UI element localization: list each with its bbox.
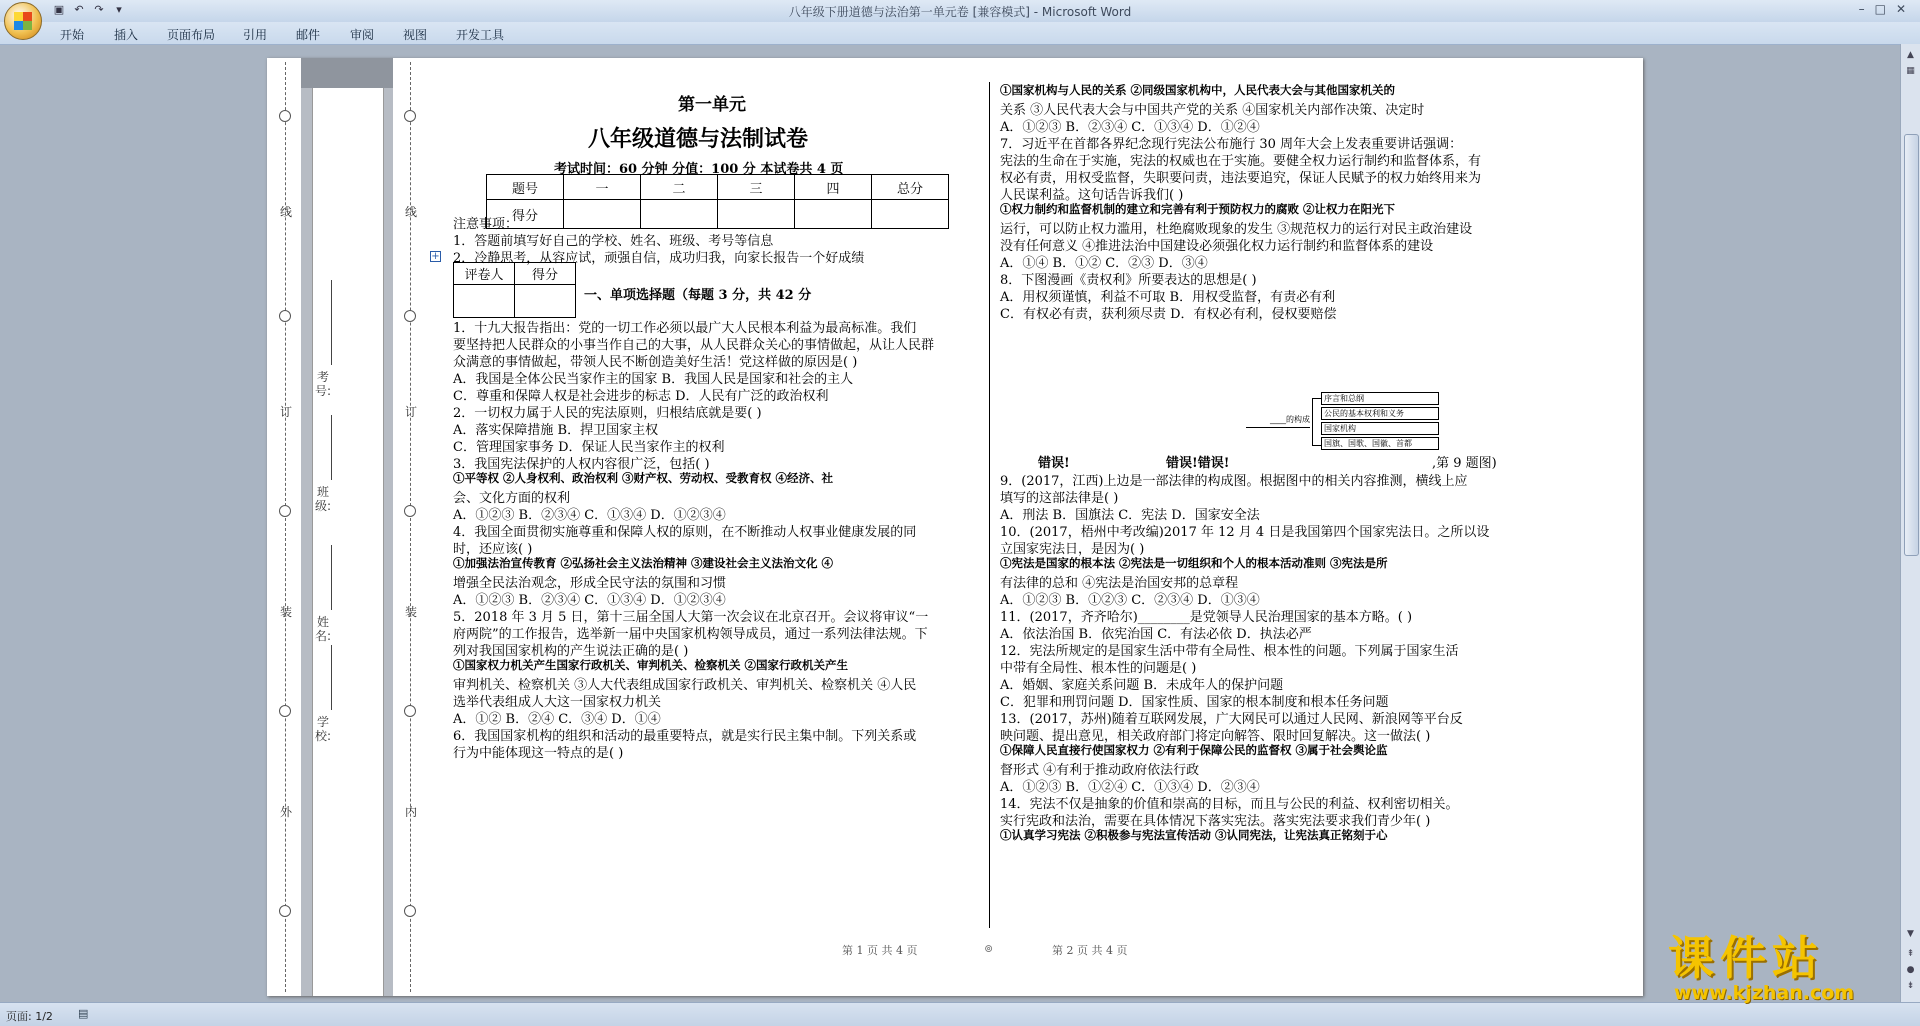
tab-review[interactable]: 审阅 — [350, 28, 375, 42]
question-line: 运行，可以防止权力滥用，杜绝腐败现象的发生 ③规范权力的运行对民主政治建设 — [1000, 222, 1473, 237]
exam-meta: 考试时间：60 分钟 分值：100 分 本试卷共 4 页 — [554, 162, 844, 177]
field-class-line[interactable] — [331, 415, 332, 480]
question-line: 13．(2017，苏州)随着互联网发展，广大网民可以通过人民网、新浪网等平台反 — [1000, 712, 1463, 727]
question-line: A．①②③ B．②③④ C．①③④ D．①②④ — [1000, 120, 1260, 135]
diagram-item: 国旗、国歌、国徽、首都 — [1321, 437, 1439, 450]
question-line: A．落实保障措施 B．捍卫国家主权 — [453, 423, 659, 438]
proofing-icon[interactable]: ▤ — [78, 1007, 89, 1020]
question-line: C．尊重和保障人权是社会进步的标志 D．人民有广泛的政治权利 — [453, 389, 829, 404]
field-school-line[interactable] — [331, 645, 332, 710]
error-ref-1: 错误! — [1038, 456, 1070, 471]
question-line: 会、文化方面的权利 — [453, 491, 571, 506]
question-line: 中带有全局性、根本性的问题是( ) — [1000, 661, 1197, 676]
question-line: 人民谋利益。这句话告诉我们( ) — [1000, 188, 1184, 203]
tab-developer[interactable]: 开发工具 — [456, 28, 505, 42]
binding-hole — [404, 310, 416, 322]
tab-mailings[interactable]: 邮件 — [296, 28, 321, 42]
question-line: A．刑法 B．国旗法 C．宪法 D．国家安全法 — [1000, 508, 1260, 523]
binding-hole — [279, 705, 291, 717]
question-line: 没有任何意义 ④推进法治中国建设必须强化权力运行制约和监督体系的建设 — [1000, 239, 1434, 254]
table-move-handle-icon[interactable]: + — [431, 251, 440, 262]
site-watermark — [1668, 922, 1898, 1004]
question-line: 时，还应该( ) — [453, 542, 533, 557]
question-line: ①认真学习宪法 ②积极参与宪法宣传活动 ③认同宪法，让宪法真正铭刻于心 — [1000, 828, 1388, 842]
scroll-down-icon[interactable]: ▼ — [1907, 929, 1914, 939]
question-line: 府两院”的工作报告，选举新一届中央国家机构领导成员，通过一系列法律法规。下 — [453, 627, 928, 642]
question-line: 1．十九大报告指出：党的一切工作必须以最广大人民根本利益为最高标准。我们 — [453, 321, 917, 336]
question-line: 实行宪政和法治，需要在具体情况下落实宪法。落实宪法要求我们青少年( ) — [1000, 814, 1431, 829]
score-row-label: 得分 — [487, 200, 564, 229]
question-line: 10．(2017，梧州中考改编)2017 年 12 月 4 日是我国第四个国家宪法日。之所以设 — [1000, 525, 1490, 540]
score-header-cell: 二 — [641, 175, 718, 200]
question-line: 14．宪法不仅是抽象的价值和崇高的目标，而且与公民的利益、权利密切相关。 — [1000, 797, 1459, 812]
binding-hole — [404, 110, 416, 122]
question-line: C．犯罪和刑罚问题 D．国家性质、国家的根本制度和根本任务问题 — [1000, 695, 1389, 710]
binding-hole — [279, 905, 291, 917]
binding-hole — [279, 310, 291, 322]
field-number-line[interactable] — [331, 280, 332, 365]
question-line: A．①②③ B．①②③ C．②③④ D．①③④ — [1000, 593, 1260, 608]
scroll-up-icon[interactable]: ▲ — [1907, 50, 1914, 60]
question-line: A．婚姻、家庭关系问题 B．未成年人的保护问题 — [1000, 678, 1284, 693]
save-icon[interactable]: ▣ — [53, 3, 65, 16]
question-line: 督形式 ④有利于推动政府依法行政 — [1000, 763, 1200, 778]
field-name-line[interactable] — [331, 545, 332, 610]
diagram-item: 国家机构 — [1321, 422, 1439, 435]
status-bar — [0, 1002, 1920, 1026]
binding-hole — [404, 905, 416, 917]
tab-insert[interactable]: 插入 — [114, 28, 139, 42]
gutter-fields — [312, 88, 384, 996]
score-cell[interactable] — [718, 200, 795, 229]
question-line: ①平等权 ②人身权利、政治权利 ③财产权、劳动权、受教育权 ④经济、社 — [453, 471, 834, 485]
gutter-inner-label: 内 — [404, 805, 417, 819]
column-separator — [989, 82, 990, 928]
title-bar — [0, 0, 1920, 22]
diagram-item: 公民的基本权利和义务 — [1321, 407, 1439, 420]
question-line: 增强全民法治观念，形成全民守法的氛围和习惯 — [453, 576, 727, 591]
question-line: 关系 ③人民代表大会与中国共产党的关系 ④国家机关内部作决策、决定时 — [1000, 103, 1425, 118]
field-class-label: 班级: — [315, 485, 332, 513]
notes-title: 注意事项： — [453, 217, 519, 232]
question-line: 立国家宪法日，是因为( ) — [1000, 542, 1145, 557]
question-line: A．用权须谨慎，利益不可取 B．用权受监督，有责必有利 — [1000, 290, 1336, 305]
score-header-cell: 题号 — [487, 175, 564, 200]
field-school-label: 学校: — [315, 715, 332, 743]
question-line: A．我国是全体公民当家作主的国家 B．我国人民是国家和社会的主人 — [453, 372, 854, 387]
page-content — [428, 60, 1640, 996]
exam-title: 八年级道德与法制试卷 — [588, 126, 809, 152]
office-button[interactable] — [4, 2, 42, 40]
window-title: 八年级下册道德与法治第一单元卷 [兼容模式] - Microsoft Word — [788, 5, 1132, 19]
law-structure-diagram — [1246, 392, 1446, 468]
grader-header: 评卷人 — [454, 263, 515, 285]
figure-caption-tail: ,第 9 题图) — [1432, 456, 1497, 471]
question-line: 9．(2017，江西)上边是一部法律的构成图。根据图中的相关内容推测，横线上应 — [1000, 474, 1468, 489]
question-line: 要坚持把人民群众的小事当作自己的大事，从人民群众关心的事情做起，从让人民群 — [453, 338, 935, 353]
gutter-label-outer: 外 — [279, 805, 292, 819]
question-line: 有法律的总和 ④宪法是治国安邦的总章程 — [1000, 576, 1239, 591]
footer-page-left: 第 1 页 共 4 页 — [842, 944, 918, 957]
score-cell[interactable] — [515, 285, 576, 318]
score-cell[interactable] — [641, 200, 718, 229]
redo-icon[interactable]: ↷ — [94, 3, 104, 16]
score-cell[interactable] — [564, 200, 641, 229]
question-line: A．依法治国 B．依宪治国 C．有法必依 D．执法必严 — [1000, 627, 1312, 642]
tab-view[interactable]: 视图 — [403, 28, 428, 42]
diagram-bracket — [1312, 398, 1321, 446]
score-header-cell: 四 — [795, 175, 872, 200]
gutter-inner-line: 线 — [404, 205, 417, 219]
score-cell[interactable] — [795, 200, 872, 229]
tab-references[interactable]: 引用 — [243, 28, 268, 42]
undo-icon[interactable]: ↶ — [74, 3, 84, 16]
gutter-label-fold: 装 — [279, 605, 292, 619]
field-name-label: 姓名: — [315, 615, 332, 643]
question-line: 3．我国宪法保护的人权内容很广泛，包括( ) — [453, 457, 710, 472]
question-line: 7．习近平在首都各界纪念现行宪法公布施行 30 周年大会上发表重要讲话强调： — [1000, 137, 1463, 152]
question-line: 权必有责，用权受监督，失职要问责，违法要追究，保证人民赋予的权力始终用来为 — [1000, 171, 1482, 186]
section-1-heading: 一、单项选择题（每题 3 分，共 42 分 — [584, 288, 812, 303]
question-line: 2．一切权力属于人民的宪法原则，归根结底就是要( ) — [453, 406, 762, 421]
question-line: 5．2018 年 3 月 5 日，第十三届全国人大第一次会议在北京召开。会议将审议“一 — [453, 610, 929, 625]
gutter-label-line: 线 — [279, 205, 292, 219]
score-header-cell: 总分 — [872, 175, 949, 200]
close-icon[interactable]: ✕ — [1895, 2, 1916, 16]
score-header-cell: 三 — [718, 175, 795, 200]
diagram-center: ____的构成 — [1246, 414, 1310, 428]
page-indicator[interactable]: 页面: 1/2 — [6, 1010, 53, 1023]
note-2: 2．冷静思考，从容应试，顽强自信，成功归我，向家长报告一个好成绩 — [453, 251, 865, 266]
question-line: ①国家机构与人民的关系 ②同级国家机构中，人民代表大会与其他国家机关的 — [1000, 83, 1395, 97]
question-line: 选举代表组成人大这一国家权力机关 — [453, 695, 662, 710]
question-line: 列对我国国家机构的产生说法正确的是( ) — [453, 644, 689, 659]
question-line: ①加强法治宣传教育 ②弘扬社会主义法治精神 ③建设社会主义法治文化 ④ — [453, 556, 834, 570]
section-anchor-icon: ⊚ — [984, 942, 994, 955]
question-line: ①保障人民直接行使国家权力 ②有利于保障公民的监督权 ③属于社会舆论监 — [1000, 743, 1388, 757]
question-line: 映问题、提出意见，相关政府部门将定向解答、限时回复解决。这一做法( ) — [1000, 729, 1431, 744]
binding-dash-inner — [410, 62, 411, 992]
customize-icon[interactable]: ▾ — [116, 3, 122, 16]
note-1: 1．答题前填写好自己的学校、姓名、班级、考号等信息 — [453, 234, 774, 249]
question-line: A．①②③ B．①②④ C．①③④ D．②③④ — [1000, 780, 1260, 795]
question-line: 12．宪法所规定的是国家生活中带有全局性、根本性的问题。下列属于国家生活 — [1000, 644, 1459, 659]
question-line: 行为中能体现这一特点的是( ) — [453, 746, 624, 761]
error-ref-2: 错误!错误! — [1166, 456, 1230, 471]
question-line: 6．我国国家机构的组织和活动的最重要特点，就是实行民主集中制。下列关系或 — [453, 729, 917, 744]
maximize-icon[interactable]: □ — [1874, 2, 1896, 16]
tab-page-layout[interactable]: 页面布局 — [167, 28, 216, 42]
binding-dash-outer — [285, 62, 286, 992]
ribbon-tabs — [0, 22, 1920, 45]
diagram-item: 序言和总纲 — [1321, 392, 1439, 405]
gutter-header — [301, 58, 393, 88]
footer-page-right: 第 2 页 共 4 页 — [1052, 944, 1128, 957]
gutter-inner-bind: 订 — [404, 405, 417, 419]
binding-hole — [404, 505, 416, 517]
question-line: 4．我国全面贯彻实施尊重和保障人权的原则，在不断推动人权事业健康发展的同 — [453, 525, 917, 540]
score-table — [486, 174, 949, 229]
question-line: ①权力制约和监督机制的建立和完善有利于预防权力的腐败 ②让权力在阳光下 — [1000, 202, 1395, 216]
score-cell[interactable] — [872, 200, 949, 229]
next-page-icon[interactable]: ⇟ — [1906, 981, 1915, 991]
vertical-scrollbar[interactable] — [1900, 44, 1920, 1002]
question-line: C．有权必有责，获利须尽责 D．有权必有利，侵权要赔偿 — [1000, 307, 1337, 322]
question-line: ①国家权力机关产生国家行政机关、审判机关、检察机关 ②国家行政机关产生 — [453, 658, 848, 672]
minimize-icon[interactable]: – — [1858, 2, 1875, 16]
field-number-label: 考号: — [315, 370, 332, 398]
question-line: 填写的这部法律是( ) — [1000, 491, 1119, 506]
question-line: 众满意的事情做起，带领人民不断创造美好生活！党这样做的原因是( ) — [453, 355, 858, 370]
question-line: 8．下图漫画《责权利》所要表达的思想是( ) — [1000, 273, 1257, 288]
prev-page-icon[interactable]: ⇞ — [1906, 949, 1915, 959]
binding-hole — [279, 505, 291, 517]
grader-cell[interactable] — [454, 285, 515, 318]
question-line: A．①④ B．①② C．②③ D．③④ — [1000, 256, 1208, 271]
scroll-thumb[interactable] — [1904, 134, 1919, 556]
question-line: A．①②③ B．②③④ C．①③④ D．①②③④ — [453, 593, 726, 608]
gutter-inner-fold: 装 — [404, 605, 417, 619]
gutter-label-bind: 订 — [279, 405, 292, 419]
question-line: 审判机关、检察机关 ③人大代表组成国家行政机关、审判机关、检察机关 ④人民 — [453, 678, 917, 693]
ruler-toggle-icon[interactable]: ▦ — [1906, 66, 1915, 76]
question-line: ①宪法是国家的根本法 ②宪法是一切组织和个人的根本活动准则 ③宪法是所 — [1000, 556, 1388, 570]
question-line: C．管理国家事务 D．保证人民当家作主的权利 — [453, 440, 725, 455]
question-line: 11．(2017，齐齐哈尔)________是党领导人民治理国家的基本方略。( ) — [1000, 610, 1413, 625]
watermark-text: 课件站 — [1668, 931, 1824, 985]
question-line: A．①②③ B．②③④ C．①③④ D．①②③④ — [453, 508, 726, 523]
grader-table — [453, 262, 576, 318]
select-browse-icon[interactable]: ● — [1906, 965, 1915, 975]
question-line: 宪法的生命在于实施，宪法的权威也在于实施。要健全权力运行制约和监督体系，有 — [1000, 154, 1482, 169]
unit-heading: 第一单元 — [678, 95, 746, 115]
question-line: A．①② B．②④ C．③④ D．①④ — [453, 712, 661, 727]
watermark-url: www.kjzhan.com — [1674, 982, 1855, 1004]
score-header-cell: 一 — [564, 175, 641, 200]
binding-hole — [279, 110, 291, 122]
binding-hole — [404, 705, 416, 717]
tab-home[interactable]: 开始 — [60, 28, 85, 42]
office-logo-icon — [14, 12, 32, 30]
score-header: 得分 — [515, 263, 576, 285]
window-controls[interactable] — [1859, 2, 1916, 16]
